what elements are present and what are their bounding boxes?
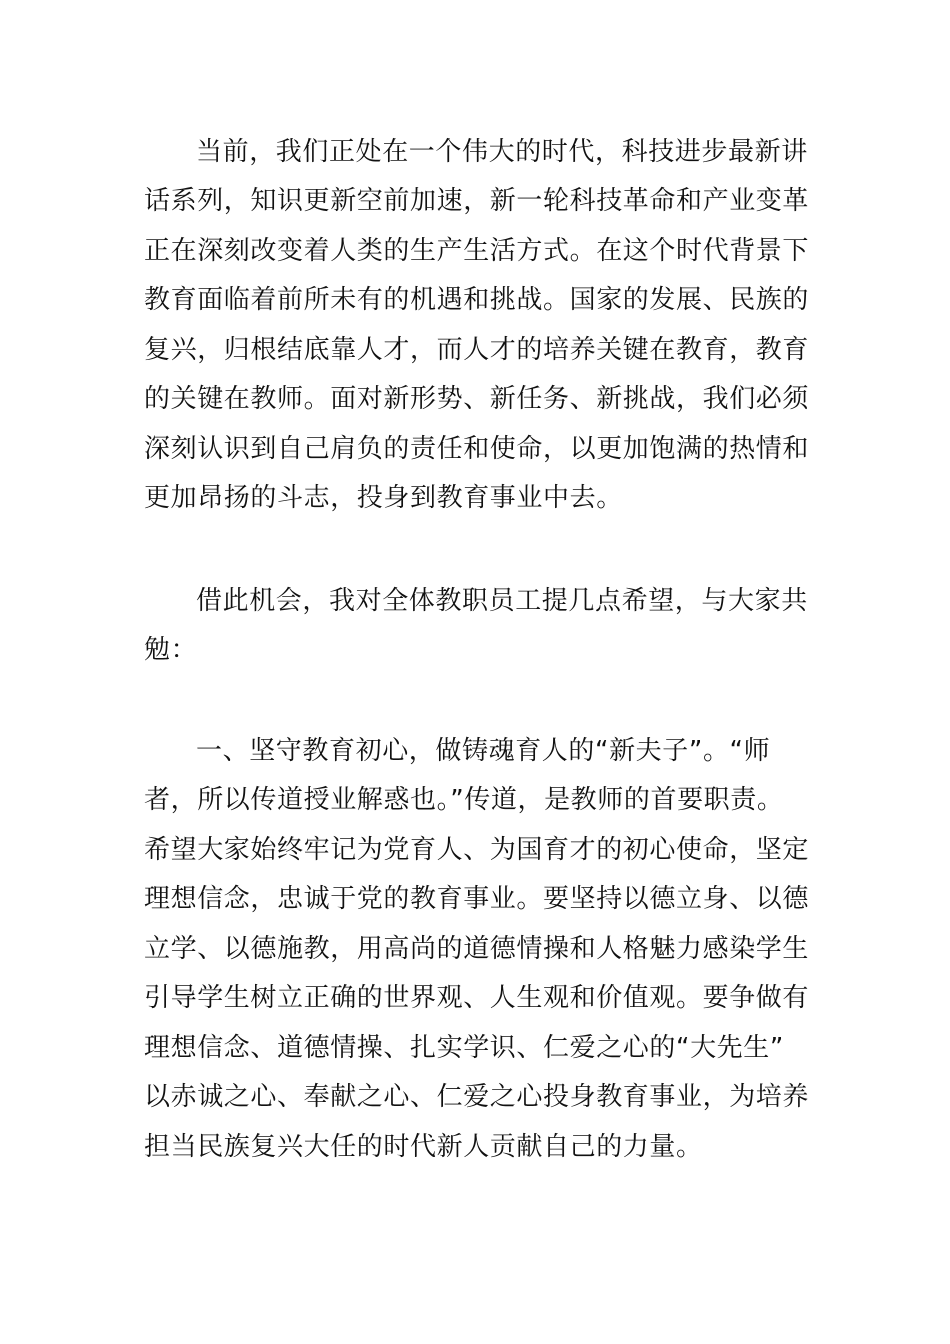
text-line: 正在深刻改变着人类的生产生活方式。在这个时代背景下 xyxy=(144,236,810,266)
text-line: 更加昂扬的斗志，投身到教育事业中去。 xyxy=(144,483,623,513)
text-line: 的关键在教师。面对新形势、新任务、新挑战，我们必须 xyxy=(144,384,810,414)
text-line: 借此机会，我对全体教职员工提几点希望，与大家共 xyxy=(196,586,808,616)
text-line: 话系列，知识更新空前加速，新一轮科技革命和产业变革 xyxy=(144,186,810,216)
text-line: 教育面临着前所未有的机遇和挑战。国家的发展、民族的 xyxy=(144,285,810,315)
text-line: 引导学生树立正确的世界观、人生观和价值观。要争做有 xyxy=(144,983,810,1013)
text-line: 担当民族复兴大任的时代新人贡献自己的力量。 xyxy=(144,1132,703,1162)
text-line: 立学、以德施教，用高尚的道德情操和人格魅力感染学生 xyxy=(144,934,810,964)
text-line: 复兴，归根结底靠人才，而人才的培养关键在教育，教育 xyxy=(144,335,810,365)
text-line: 理想信念，忠诚于党的教育事业。要坚持以德立身、以德 xyxy=(144,884,810,914)
text-line: 者，所以传道授业解惑也。”传道，是教师的首要职责。 xyxy=(144,785,784,815)
text-line: 一、坚守教育初心，做铸魂育人的“新夫子”。“师 xyxy=(196,736,771,766)
text-line: 当前，我们正处在一个伟大的时代，科技进步最新讲 xyxy=(196,137,808,167)
text-line: 勉： xyxy=(144,635,198,665)
text-line: 理想信念、道德情操、扎实学识、仁爱之心的“大先生” xyxy=(144,1033,784,1063)
text-line: 希望大家始终牢记为党育人、为国育才的初心使命，坚定 xyxy=(144,835,810,865)
text-line: 以赤诚之心、奉献之心、仁爱之心投身教育事业，为培养 xyxy=(144,1082,810,1112)
text-line: 深刻认识到自己肩负的责任和使命，以更加饱满的热情和 xyxy=(144,434,810,464)
